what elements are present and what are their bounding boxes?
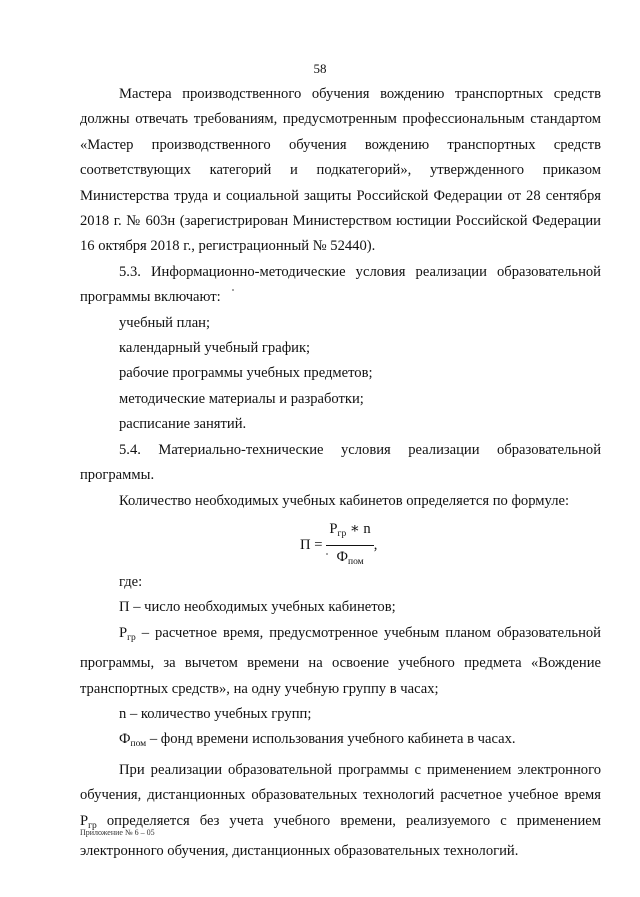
formula-fraction (326, 520, 373, 571)
list-item: учебный план; (119, 314, 211, 331)
formula-numerator: $Р_{гр}$ ∗ n (326, 520, 373, 546)
where-label: где: (119, 573, 143, 590)
list-item: методические материалы и разработки; (119, 390, 364, 407)
paragraph-e-learning: При реализации образовательной программы с применением электронного обучения, дистанционных образовательных технологий расчетное учебное время $Р_{гр}$ определяется без учета учебного времени, реализуемого с применением электронного обучения, дистанционных образовательных технологий. (80, 761, 601, 859)
list-item: календарный учебный график; (119, 340, 311, 357)
cabinets-formula (300, 520, 377, 571)
formula-denominator: $Ф_{пом}$ (336, 548, 364, 567)
formula-trail: , (373, 536, 378, 553)
definition-n: n – количество учебных групп; (119, 705, 312, 722)
scan-speck (326, 553, 328, 555)
formula-lhs: П = (300, 536, 323, 553)
paragraph-instructor-requirements: Мастера производственного обучения вождению транспортных средств должны отвечать требованиям, предусмотренным профессиональным стандартом «Мастер производственного обучения вождению транспортных средств соответствующих категорий и подкатегорий», утвержденного приказом Министерства труда и социальной защиты Российской Федерации от 28 сентября 2018 г. № 603н (зарегистрирован Министерством юстиции Российской Федерации 16 октября 2018 г., регистрационный № 52440). (80, 86, 601, 255)
body-text (80, 82, 601, 864)
list-item: расписание занятий. (119, 416, 247, 433)
footer-annex-label: Приложение № 6 – 05 (80, 828, 155, 837)
scan-speck (232, 289, 234, 291)
paragraph-formula-intro: Количество необходимых учебных кабинетов определяется по формуле: (119, 492, 570, 509)
page-number: 58 (313, 61, 327, 76)
paragraph-5-4: 5.4. Материально-технические условия реализации образовательной программы. (80, 441, 601, 484)
definition-p: П – число необходимых учебных кабинетов; (119, 599, 396, 616)
definition-rgr: $Р_{гр}$ – расчетное время, предусмотренное учебным планом образовательной программы, за вычетом времени на освоение учебного предмета «Вождение транспортных средств», на одну учебную группу в часах; (80, 624, 601, 697)
definition-fpom: $Ф_{пом}$ – фонд времени использования учебного кабинета в часах. (119, 731, 516, 750)
list-item: рабочие программы учебных предметов; (119, 365, 373, 382)
formula-block (80, 514, 601, 570)
paragraph-5-3: 5.3. Информационно-методические условия реализации образовательной программы включают: (80, 263, 601, 306)
